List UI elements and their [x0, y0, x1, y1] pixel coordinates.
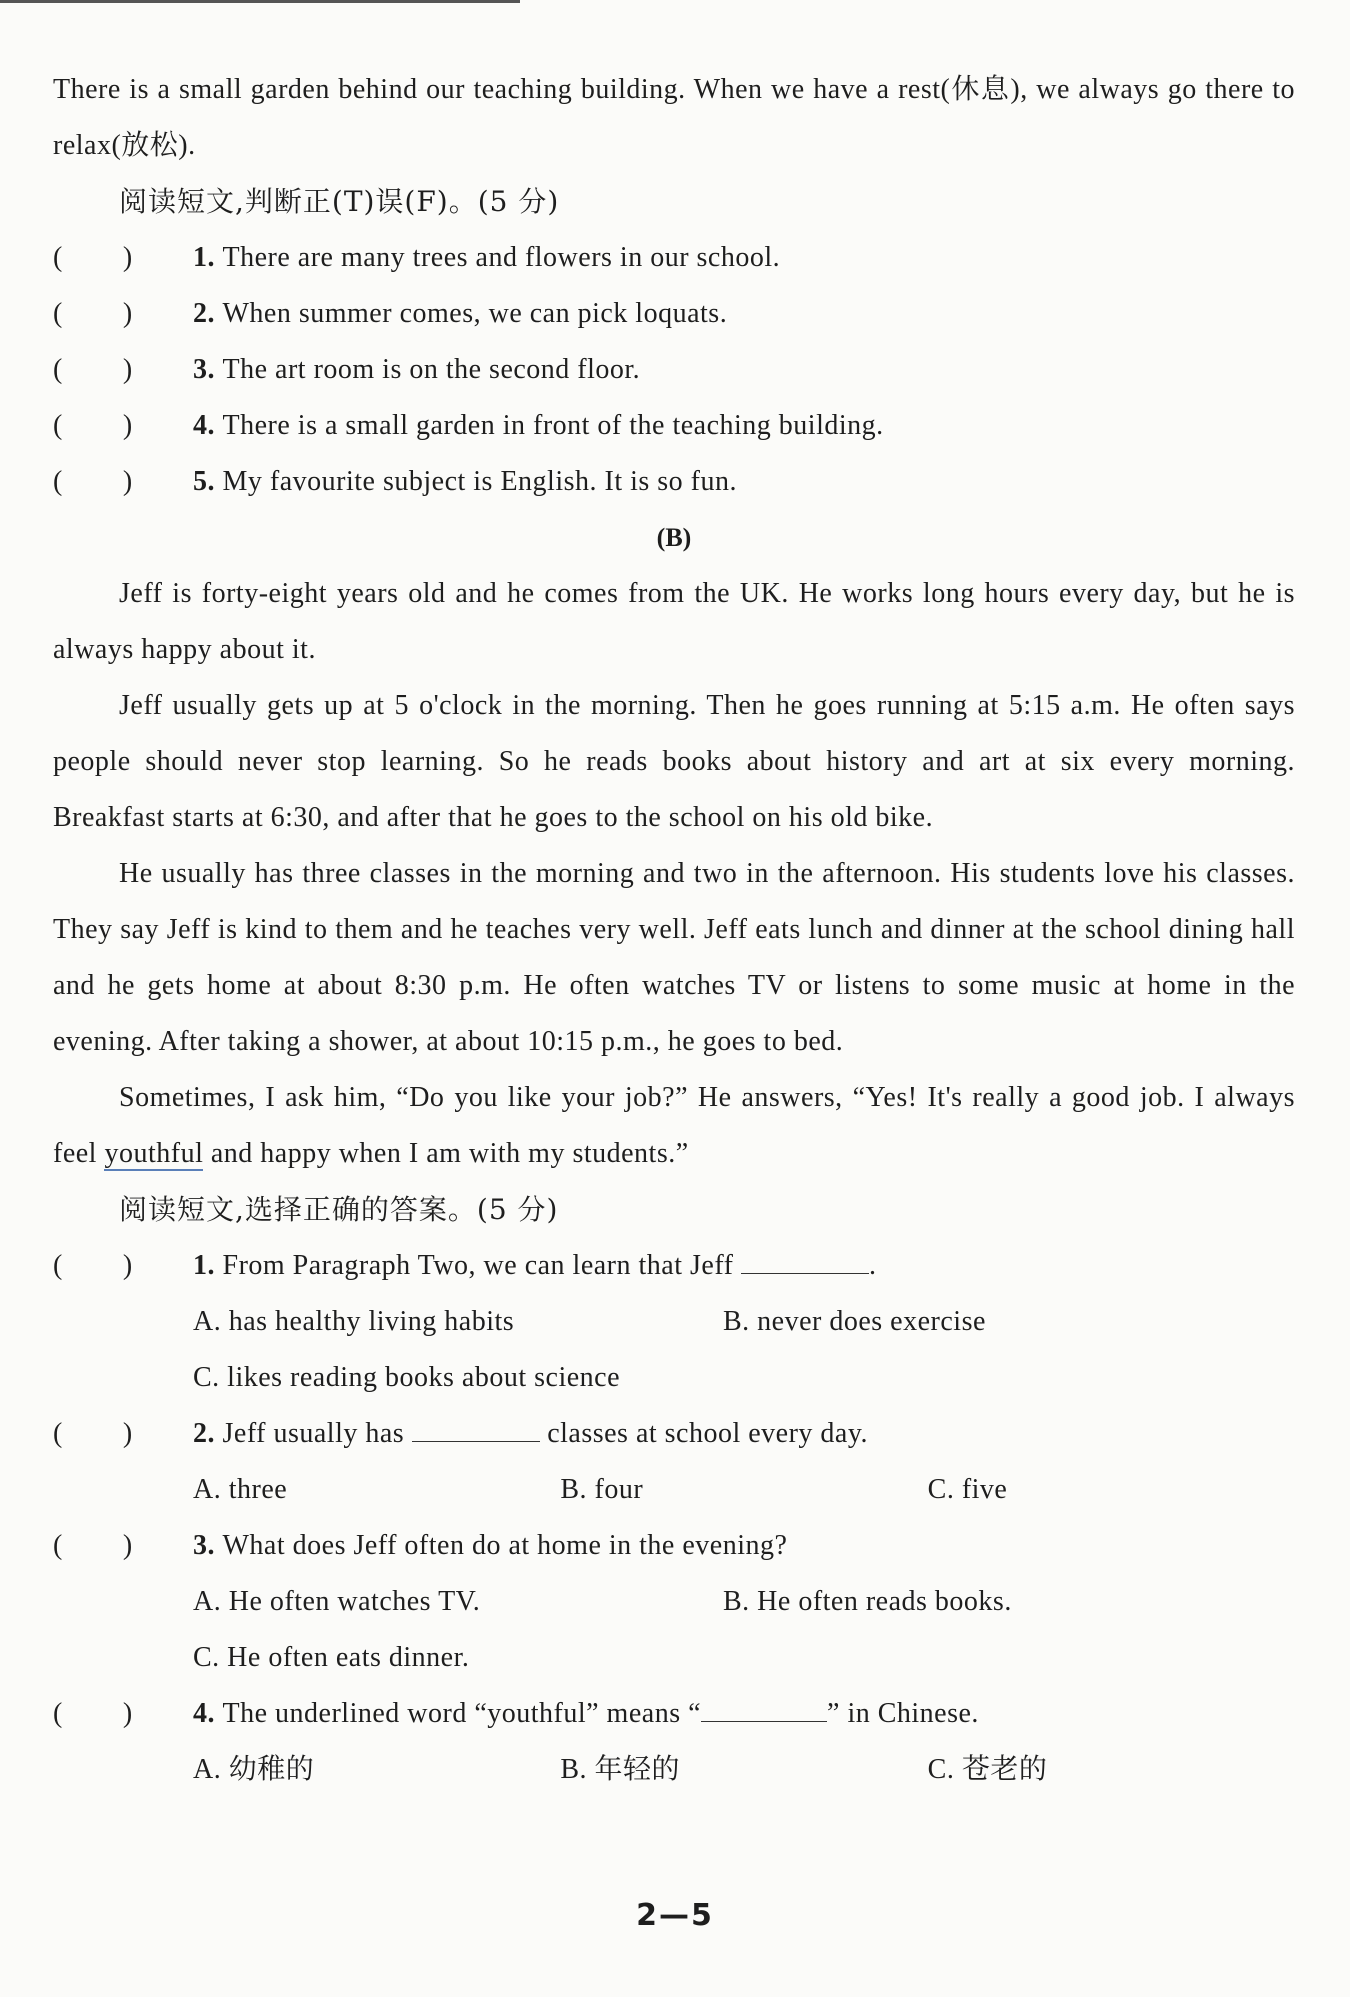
- passage-paragraph: He usually has three classes in the morning and two in the afternoon. His students love his classes. They say Jeff is kind to them and he teaches very well. Jeff eats lunch and dinner at the school dining hall and he gets home at about 8:30 p.m. He often watches TV or listens to some music at home in the evening. After taking a shower, at about 10:15 p.m., he goes to bed.: [53, 858, 1295, 1057]
- option-row: [53, 1742, 1295, 1798]
- paragraph-text: Sometimes, I ask him, “Do you like your job?” He answers, “Yes! It's really a good job. I always feel: [53, 1082, 1295, 1169]
- option-b[interactable]: B. He often reads books.: [723, 1586, 1012, 1617]
- top-rule: [0, 0, 520, 3]
- section-a-instructions: 阅读短文,判断正(T)误(F)。(5 分): [119, 185, 560, 218]
- passage-paragraph: Jeff usually gets up at 5 o'clock in the morning. Then he goes running at 5:15 a.m. He often says people should never stop learning. So he reads books about history and art at six every morning. Breakfast starts at 6:30, and after that he goes to the school on his old bike.: [53, 690, 1295, 833]
- fill-blank[interactable]: [741, 1243, 869, 1274]
- multiple-choice-questions: [53, 1238, 1295, 1798]
- stem-text: ” in Chinese.: [827, 1698, 979, 1729]
- tf-question: [53, 286, 1295, 342]
- question-number: 2.: [193, 1418, 215, 1449]
- question-text: There are many trees and flowers in our school.: [222, 242, 781, 273]
- question-text: [223, 1238, 1296, 1294]
- fill-blank[interactable]: [412, 1411, 540, 1442]
- tf-question: [53, 454, 1295, 510]
- question-number: 4.: [193, 1698, 215, 1729]
- passage-b: [53, 566, 1295, 1182]
- section-b-heading: (B): [656, 523, 692, 552]
- answer-bracket[interactable]: ( ): [53, 242, 133, 273]
- option-c[interactable]: C. 苍老的: [927, 1754, 1048, 1785]
- worksheet-page: [53, 62, 1295, 1798]
- option-row: [53, 1630, 1295, 1686]
- question-number: 3.: [193, 1530, 215, 1561]
- stem-text: From Paragraph Two, we can learn that Jeff: [222, 1250, 741, 1281]
- question-number: 1.: [193, 1250, 215, 1281]
- answer-bracket[interactable]: ( ): [53, 1698, 133, 1729]
- answer-bracket[interactable]: ( ): [53, 466, 133, 497]
- passage-a-last-paragraph: There is a small garden behind our teaching building. When we have a rest(休息), we always go there to relax(放松).: [53, 74, 1295, 161]
- question-text: The art room is on the second floor.: [222, 354, 641, 385]
- stem-text: classes at school every day.: [539, 1418, 869, 1449]
- section-b-instructions: 阅读短文,选择正确的答案。(5 分): [119, 1193, 559, 1226]
- option-row: [53, 1294, 1295, 1350]
- option-c[interactable]: C. five: [927, 1474, 1008, 1505]
- option-c[interactable]: C. likes reading books about science: [193, 1362, 621, 1393]
- stem-text: Jeff usually has: [222, 1418, 412, 1449]
- stem-text: The underlined word “youthful” means “: [222, 1698, 702, 1729]
- mc-question: [53, 1518, 1295, 1574]
- question-number: 2.: [193, 298, 215, 329]
- answer-bracket[interactable]: ( ): [53, 1530, 133, 1561]
- passage-paragraph: [53, 1070, 1295, 1182]
- answer-bracket[interactable]: ( ): [53, 1418, 133, 1449]
- mc-question: [53, 1406, 1295, 1462]
- option-b[interactable]: B. never does exercise: [723, 1306, 986, 1337]
- mc-question: [53, 1686, 1295, 1742]
- question-number: 1.: [193, 242, 215, 273]
- option-a[interactable]: A. 幼稚的: [193, 1754, 315, 1785]
- question-text: What does Jeff often do at home in the evening?: [222, 1530, 788, 1561]
- tf-question: [53, 342, 1295, 398]
- question-text: [223, 1406, 1296, 1462]
- question-text: There is a small garden in front of the teaching building.: [222, 410, 884, 441]
- answer-bracket[interactable]: ( ): [53, 410, 133, 441]
- true-false-questions: [53, 230, 1295, 510]
- mc-question: [53, 1238, 1295, 1294]
- question-text: When summer comes, we can pick loquats.: [222, 298, 728, 329]
- page-number: 2—5: [636, 1898, 714, 1933]
- underlined-word: youthful: [104, 1138, 204, 1169]
- option-a[interactable]: A. He often watches TV.: [193, 1586, 481, 1617]
- option-c[interactable]: C. He often eats dinner.: [193, 1642, 470, 1673]
- option-row: [53, 1574, 1295, 1630]
- fill-blank[interactable]: [701, 1691, 827, 1722]
- passage-paragraph: Jeff is forty-eight years old and he comes from the UK. He works long hours every day, but he is always happy about it.: [53, 578, 1295, 665]
- question-number: 4.: [193, 410, 215, 441]
- option-a[interactable]: A. three: [193, 1474, 288, 1505]
- option-b[interactable]: B. 年轻的: [560, 1754, 681, 1785]
- tf-question: [53, 398, 1295, 454]
- stem-text: .: [868, 1250, 877, 1281]
- option-b[interactable]: B. four: [560, 1474, 644, 1505]
- question-number: 5.: [193, 466, 215, 497]
- question-text: My favourite subject is English. It is so fun.: [222, 466, 738, 497]
- answer-bracket[interactable]: ( ): [53, 1250, 133, 1281]
- question-number: 3.: [193, 354, 215, 385]
- answer-bracket[interactable]: ( ): [53, 298, 133, 329]
- option-a[interactable]: A. has healthy living habits: [193, 1306, 515, 1337]
- option-row: [53, 1350, 1295, 1406]
- paragraph-text: and happy when I am with my students.”: [203, 1138, 689, 1169]
- answer-bracket[interactable]: ( ): [53, 354, 133, 385]
- question-text: [223, 1686, 1296, 1742]
- option-row: [53, 1462, 1295, 1518]
- tf-question: [53, 230, 1295, 286]
